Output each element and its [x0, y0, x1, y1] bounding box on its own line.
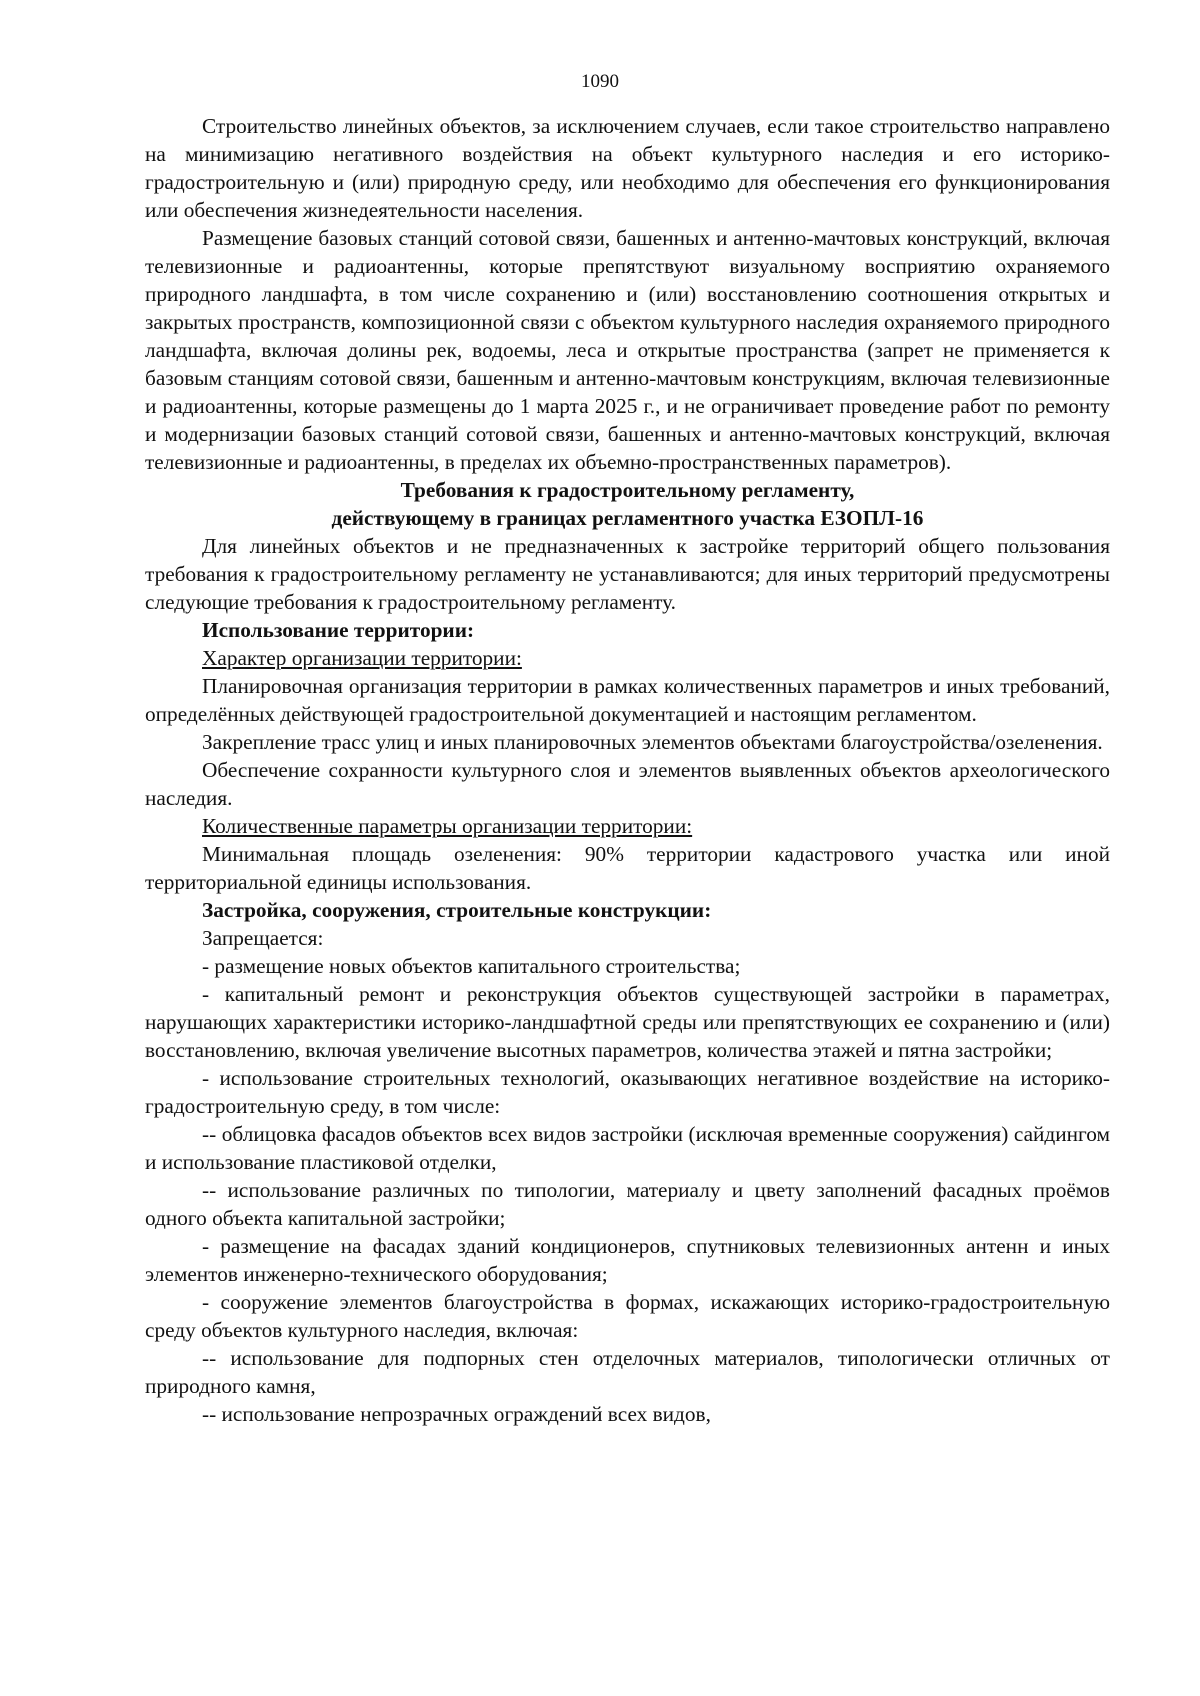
paragraph-linear-objects: Строительство линейных объектов, за исключением случаев, если такое строительство направлено на минимизацию негативного воздействия на объект культурного наследия и его историко-градостроительную и (или) природную среду, или необходимо для обеспечения его функционирования или обеспечения жизнедеятельности населения.: [145, 114, 1110, 222]
paragraph-planning-organization: Планировочная организация территории в рамках количественных параметров и иных требований, определённых действующей градостроительной документацией и настоящим регламентом.: [145, 674, 1110, 726]
paragraph-greening-area: Минимальная площадь озеленения: 90% территории кадастрового участка или иной территориальной единицы использования.: [145, 842, 1110, 894]
underlined-text: Количественные параметры организации территории:: [202, 814, 693, 838]
list-item-facade-equipment: - размещение на фасадах зданий кондиционеров, спутниковых телевизионных антенн и иных элементов инженерно-технического оборудования;: [145, 1234, 1110, 1286]
subheading-construction: Застройка, сооружения, строительные конструкции:: [202, 898, 712, 922]
section-heading-line-1: Требования к градостроительному регламенту,: [400, 478, 855, 502]
paragraph-cultural-layer: Обеспечение сохранности культурного слоя и элементов выявленных объектов археологического наследия.: [145, 758, 1110, 810]
page-number: 1090: [581, 71, 619, 92]
document-body: [145, 112, 1110, 1428]
paragraph-prohibited: Запрещается:: [202, 926, 324, 950]
subheading-organization-character: [145, 644, 1110, 672]
paragraph-requirements-intro: Для линейных объектов и не предназначенных к застройке территорий общего пользования требования к градостроительному регламенту не устанавливаются; для иных территорий предусмотрены следующие требования к градостроительному регламенту.: [145, 534, 1110, 614]
paragraph-base-stations: Размещение базовых станций сотовой связи, башенных и антенно-мачтовых конструкций, включая телевизионные и радиоантенны, которые препятствуют визуальному восприятию охраняемого природного ландшафта, в том числе сохранению и (или) восстановлению соотношения открытых и закрытых пространств, композиционной связи с объектом культурного наследия охраняемого природного ландшафта, включая долины рек, водоемы, леса и открытые пространства (запрет не применяется к базовым станциям сотовой связи, башенным и антенно-мачтовым конструкциям, включая телевизионные и радиоантенны, которые размещены до 1 марта 2025 г., и не ограничивает проведение работ по ремонту и модернизации базовых станций сотовой связи, башенных и антенно-мачтовых конструкций, включая телевизионные и радиоантенны, в пределах их объемно-пространственных параметров).: [145, 226, 1110, 474]
list-subitem-openings: -- использование различных по типологии, материалу и цвету заполнений фасадных проёмов одного объекта капитальной застройки;: [145, 1178, 1110, 1230]
list-subitem-siding: -- облицовка фасадов объектов всех видов застройки (исключая временные сооружения) сайдингом и использование пластиковой отделки,: [145, 1122, 1110, 1174]
list-item-new-objects: - размещение новых объектов капитального строительства;: [202, 954, 741, 978]
section-heading-line-2: действующему в границах регламентного участка ЕЗОПЛ-16: [331, 506, 924, 530]
subheading-quantitative-parameters: [145, 812, 1110, 840]
list-item-technologies: - использование строительных технологий, оказывающих негативное воздействие на историко-градостроительную среду, в том числе:: [145, 1066, 1110, 1118]
underlined-text: Характер организации территории:: [202, 646, 522, 670]
list-subitem-opaque-fences: -- использование непрозрачных ограждений всех видов,: [202, 1402, 711, 1426]
list-item-reconstruction: - капитальный ремонт и реконструкция объектов существующей застройки в параметрах, нарушающих характеристики историко-ландшафтной среды или препятствующих ее сохранению и (или) восстановлению, включая увеличение высотных параметров, количества этажей и пятна застройки;: [145, 982, 1110, 1062]
list-item-landscaping-elements: - сооружение элементов благоустройства в формах, искажающих историко-градостроительную среду объектов культурного наследия, включая:: [145, 1290, 1110, 1342]
subheading-territory-use: Использование территории:: [202, 618, 475, 642]
list-subitem-retaining-walls: -- использование для подпорных стен отделочных материалов, типологически отличных от природного камня,: [145, 1346, 1110, 1398]
paragraph-street-routes: Закрепление трасс улиц и иных планировочных элементов объектами благоустройства/озеленения.: [202, 730, 1103, 754]
